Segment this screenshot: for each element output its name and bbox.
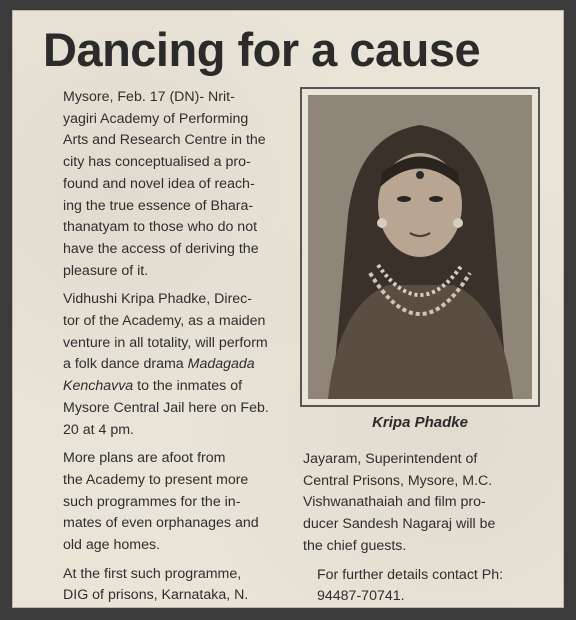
- text-line: Arts and Research Centre in the: [63, 132, 266, 149]
- photo-caption: Kripa Phadke: [372, 414, 468, 431]
- text-line: DIG of prisons, Karnataka, N.: [63, 587, 249, 604]
- text-line: yagiri Academy of Performing: [63, 110, 249, 127]
- text-line: thanatyam to those who do not: [63, 219, 258, 236]
- text-line: Mysore Central Jail here on Feb.: [63, 399, 269, 416]
- text-line: mates of even orphanages and: [63, 515, 259, 532]
- text-line: city has conceptualised a pro-: [63, 154, 251, 171]
- paragraph-2: [49, 289, 295, 441]
- text-line: the Academy to present more: [63, 471, 249, 488]
- text-line: Mysore, Feb. 17 (DN)- Nrit-: [63, 89, 235, 105]
- text-line: found and novel idea of reach-: [63, 175, 255, 192]
- text-line: Jayaram, Superintendent of: [303, 451, 478, 467]
- text-line: 94487-70741.: [317, 588, 405, 605]
- text-line: pleasure of it.: [63, 262, 149, 279]
- portrait-photo: [308, 95, 532, 399]
- text-line: Central Prisons, Mysore, M.C.: [303, 472, 493, 489]
- text-line: 20 at 4 pm.: [63, 421, 134, 438]
- paragraph-4: [49, 564, 295, 607]
- newspaper-clipping: [12, 10, 564, 608]
- text-line: ducer Sandesh Nagaraj will be: [303, 516, 496, 533]
- text-fragment: to the inmates of: [133, 378, 243, 395]
- title-italic: Madagada: [187, 356, 255, 373]
- paragraph-1: [49, 87, 295, 282]
- paragraph-contact: [303, 565, 539, 608]
- paragraph-3: [49, 448, 295, 557]
- text-line: tor of the Academy, as a maiden: [63, 313, 266, 330]
- text-line: have the access of deriving the: [63, 240, 259, 257]
- photo-frame: [300, 87, 540, 407]
- text-line: ing the true essence of Bhara-: [63, 197, 254, 214]
- text-line: such programmes for the in-: [63, 493, 241, 510]
- article-left-column: [49, 87, 295, 614]
- title-italic: Kenchavva: [63, 378, 134, 395]
- text-line: Vishwanathaiah and film pro-: [303, 494, 486, 511]
- text-line: Vidhushi Kripa Phadke, Direc-: [63, 291, 253, 308]
- text-line: old age homes.: [63, 537, 161, 554]
- text-fragment: a folk dance drama: [63, 356, 184, 373]
- portrait-illustration: [308, 95, 532, 399]
- paragraph-continued: [303, 449, 539, 558]
- text-line: [49, 376, 295, 398]
- text-line: At the first such programme,: [63, 565, 242, 582]
- text-line: the chief guests.: [303, 537, 407, 554]
- text-line: More plans are afoot from: [63, 450, 226, 467]
- headline: Dancing for a cause: [43, 23, 481, 76]
- text-line: [49, 354, 295, 376]
- text-line: venture in all totality, will perform: [63, 334, 268, 351]
- text-line: For further details contact Ph:: [317, 566, 504, 583]
- article-right-column: [303, 449, 539, 615]
